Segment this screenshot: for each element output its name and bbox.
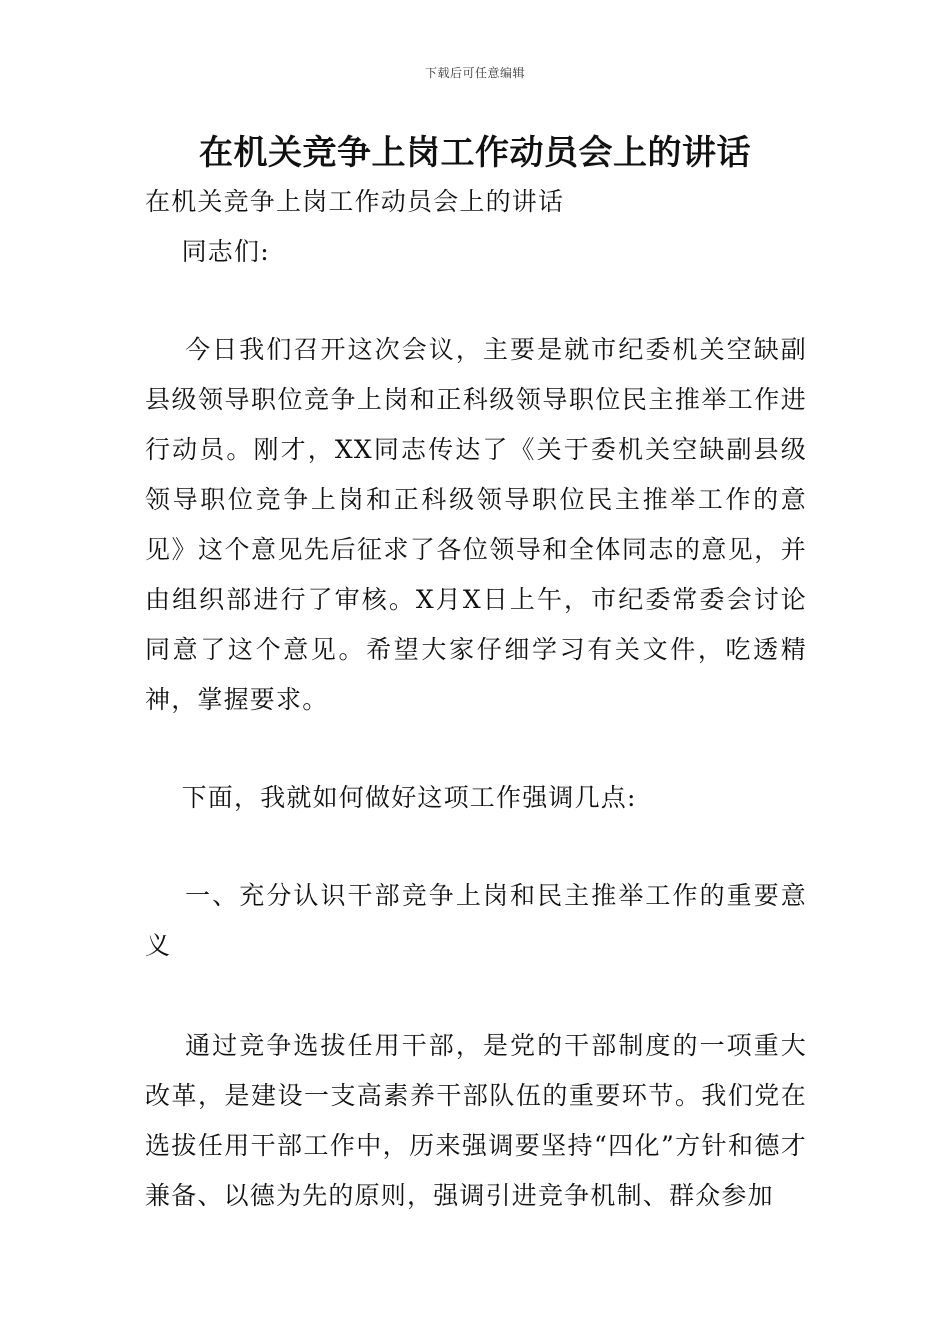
document-subtitle: 在机关竞争上岗工作动员会上的讲话 [145, 187, 565, 216]
intro-paragraph: 今日我们召开这次会议，主要是就市纪委机关空缺副县级领导职位竞争上岗和正科级领导职位民主推举工作进行动员。刚才，XX同志传达了《关于委机关空缺副县级领导职位竞争上岗和正科级领导职位民主推举工作的意见》这个意见先后征求了各位领导和全体同志的意见，并由组织部进行了审核。X月X日上午，市纪委常委会讨论同意了这个意见。希望大家仔细学习有关文件，吃透精神，掌握要求。 [145, 335, 808, 714]
transition-paragraph: 下面，我就如何做好这项工作强调几点: [145, 783, 637, 812]
section-heading: 一、充分认识干部竞争上岗和民主推举工作的重要意义 [145, 881, 808, 960]
document-title: 在机关竞争上岗工作动员会上的讲话 [199, 133, 751, 173]
section-body-paragraph: 通过竞争选拔任用干部，是党的干部制度的一项重大改革，是建设一支高素养干部队伍的重要环节。我们党在选拔任用干部工作中，历来强调要坚持“四化”方针和德才兼备、以德为先的原则，强调引进竞争机制、群众参加 [145, 1031, 808, 1210]
header-note: 下载后可任意编辑 [424, 66, 525, 80]
greeting-paragraph: 同志们: [145, 237, 270, 266]
